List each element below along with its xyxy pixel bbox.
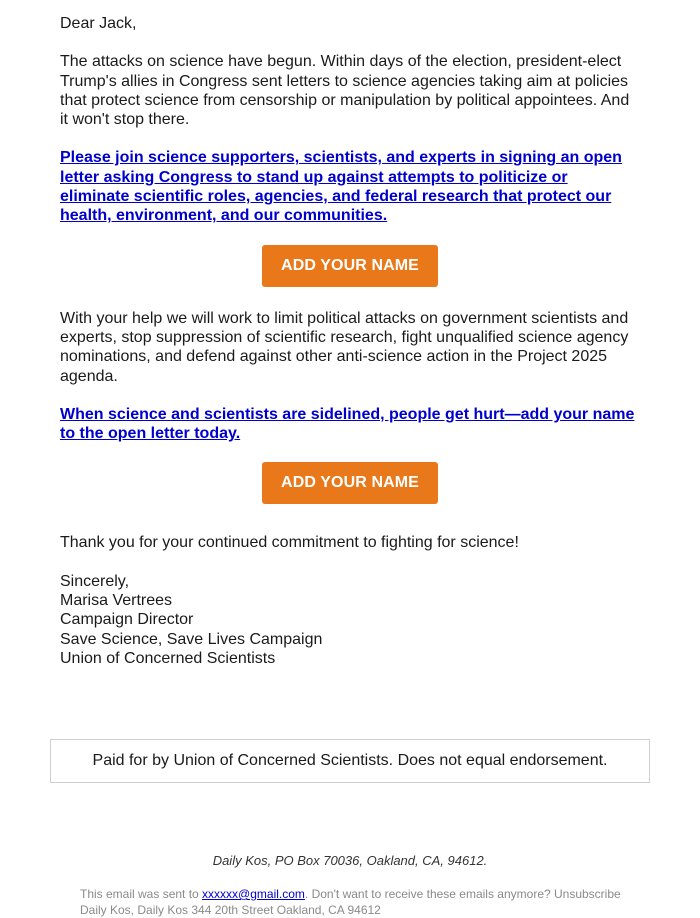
paid-for-disclaimer: Paid for by Union of Concerned Scientists. Does not equal endorsement. [50,739,650,783]
add-your-name-button-1[interactable]: ADD YOUR NAME [262,245,438,287]
cta-container-2 [60,462,640,504]
petition-link-1[interactable]: Please join science supporters, scientists, and experts in signing an open letter asking Congress to stand up against attempts to politicize or eliminate scientific roles, agencies, and federal research that protect our health, environment, and our communities. [60,149,622,225]
footer-sent-line [80,886,680,902]
thanks-paragraph: Thank you for your continued commitment to fighting for science! [60,534,519,552]
petition-link-paragraph [60,148,640,225]
email-body [60,14,640,687]
cta-container-1 [60,245,640,287]
sidelined-link-paragraph [60,405,640,444]
signature-closing: Sincerely, [60,572,130,590]
recipient-email-link[interactable]: xxxxxx@gmail.com [202,887,305,901]
petition-link-2[interactable]: When science and scientists are sidelined, people get hurt—add your name to the open letter today. [60,405,635,443]
help-paragraph: With your help we will work to limit political attacks on government scientists and experts, stop suppression of scientific research, fight unqualified science agency nominations, and defend against other anti-science action in the Project 2025 agenda. [60,309,629,385]
footer-legal [80,886,680,918]
footer-sent-prefix: This email was sent to [80,887,203,901]
footer-mailing-address: Daily Kos, Daily Kos 344 20th Street Oakland, CA 94612 [80,903,381,917]
add-your-name-button-2[interactable]: ADD YOUR NAME [262,462,438,504]
signature-block [60,572,640,668]
signature-campaign: Save Science, Save Lives Campaign [60,630,323,648]
greeting: Dear Jack, [60,15,137,32]
intro-paragraph: The attacks on science have begun. Within days of the election, president-elect Trump's allies in Congress sent letters to science agencies taking aim at policies that protect science from censorship or manipulation by political appointees. And it won't stop there. [60,53,630,129]
footer-sent-suffix[interactable]: . Don't want to receive these emails anymore? Unsubscribe [304,887,621,901]
signature-org: Union of Concerned Scientists [60,649,276,667]
footer-address: Daily Kos, PO Box 70036, Oakland, CA, 94612. [212,853,488,868]
signature-name: Marisa Vertrees [60,592,173,610]
signature-title: Campaign Director [60,611,194,629]
